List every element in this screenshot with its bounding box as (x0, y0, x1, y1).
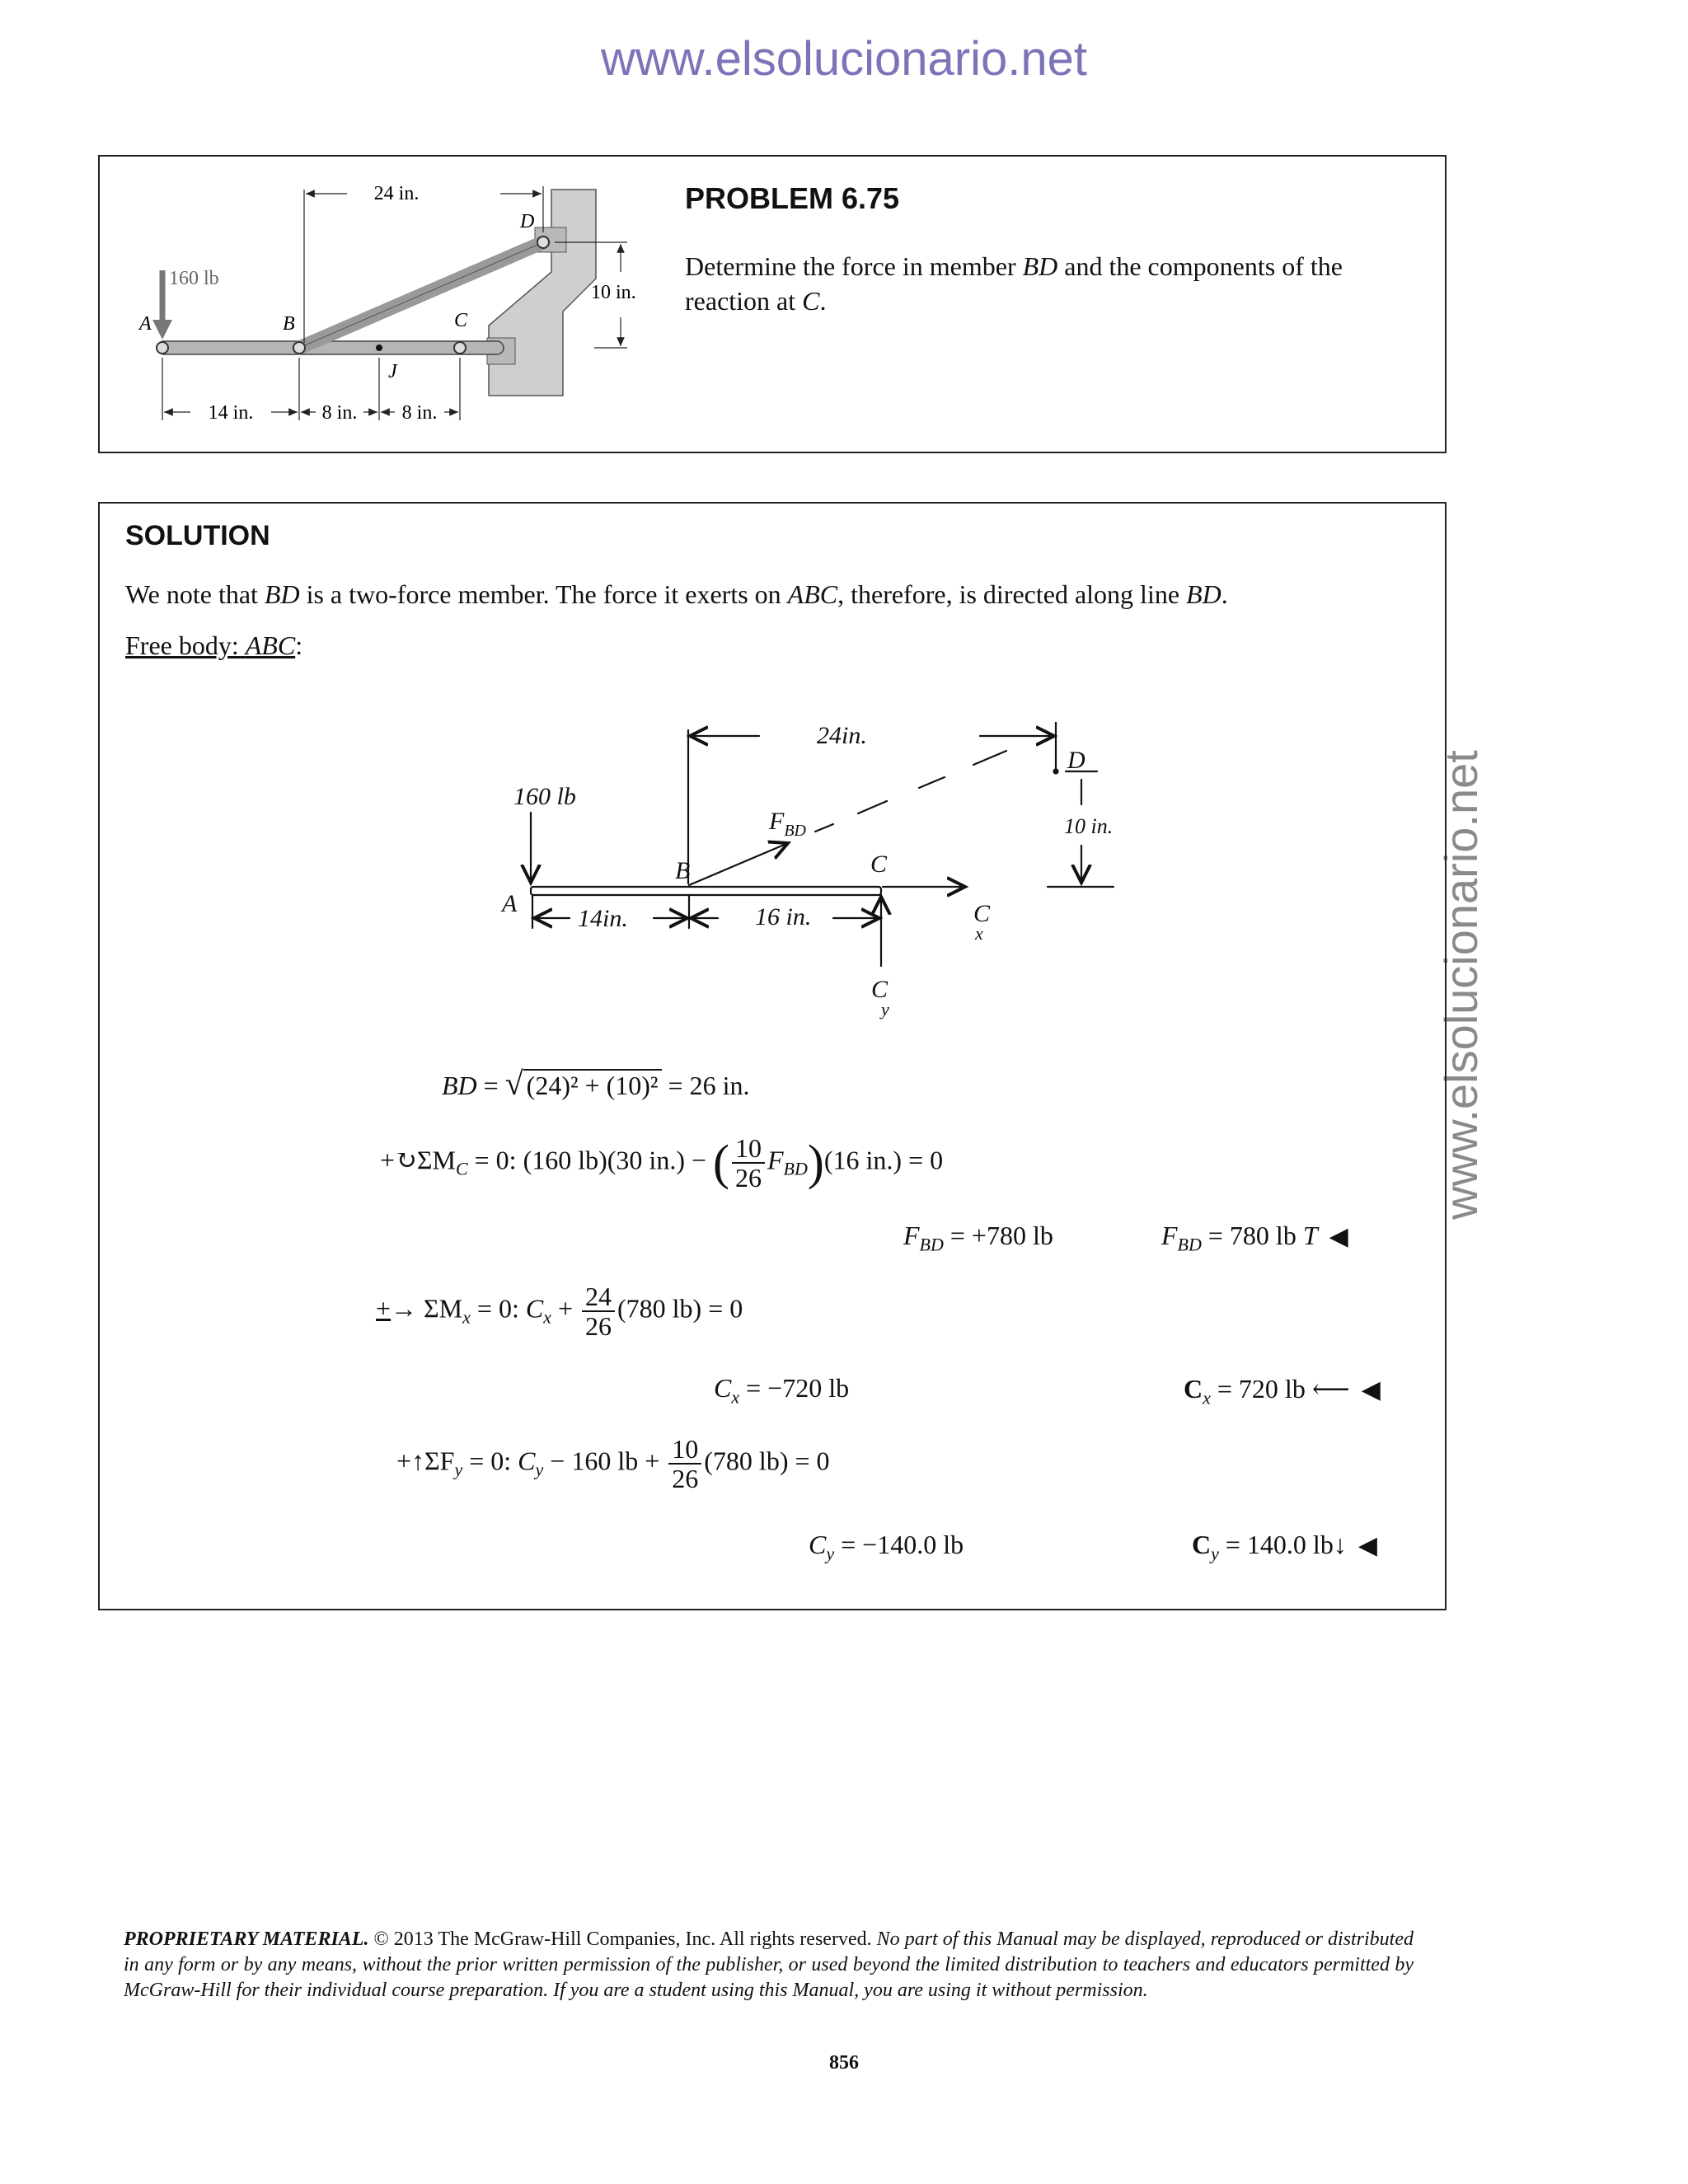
pin-d (537, 237, 549, 248)
footer-copyright: PROPRIETARY MATERIAL. © 2013 The McGraw-Hill Companies, Inc. All rights reserved. No part of this Manual may be displayed, reproduced or distributed in any form or by any means, without the prior written permission of the publisher, or used beyond the limited distribution to teachers and educators permitted by McGraw-Hill for their individual course preparation. If you are a student using this Manual, you are using it without permission. (124, 1929, 1414, 2001)
dim-right-label: 10 in. (591, 282, 636, 303)
sketch-force-arrow (689, 843, 788, 885)
left-arrow-icon: ⟵ (1311, 1374, 1350, 1404)
dim-c-label: 8 in. (401, 402, 438, 424)
sketch-label-a: A (502, 890, 518, 917)
sketch-cx-label: C x (973, 900, 991, 944)
sketch-beam (531, 887, 881, 895)
solution-intro: We note that BD is a two-force member. The force it exerts on ABC, therefore, is directed along line BD. (125, 579, 1228, 609)
sketch-load-label: 160 lb (513, 783, 576, 810)
sketch-label-b: B (675, 857, 691, 884)
answer-cy: $C_y = 140.0$ lb↓ ◀ (1192, 1530, 1377, 1564)
equation-bd: BD = √ (24)² + (10)² = 26 in. (442, 1065, 750, 1102)
equation-sum-fy: $+↑\Sigma F_y = 0$: $C_y - 160$ lb + $\frac{10}{26}$ (780 lb) = 0 (396, 1434, 830, 1493)
free-body-sketch (471, 722, 1130, 1052)
equation-sum-mx: +→ $\Sigma M_x = 0$: $C_x$ + $\frac{24}{26}$ (780 lb) = 0 (376, 1282, 743, 1341)
problem-figure (100, 157, 668, 445)
load-label: 160 lb (169, 268, 219, 289)
point-j (376, 344, 382, 351)
dim-top-label: 24 in. (373, 183, 420, 204)
label-d: D (520, 211, 535, 232)
free-body-label: Free body: ABC: (125, 630, 303, 660)
sketch-dim-left: 14in. (578, 905, 628, 932)
page-number: 856 (829, 2052, 859, 2074)
problem-title: PROBLEM 6.75 (685, 181, 900, 215)
watermark-side: www.elsolucionario.net (1435, 750, 1487, 1220)
equation-sum-mc: $+↻\Sigma M_C = 0$: (160 lb)(30 in.) − ( $\frac{10}{26}$ $F_{BD})(16$ in.) = 0 (380, 1133, 944, 1193)
label-b: B (283, 313, 295, 335)
sketch-dim-top: 24in. (817, 722, 867, 749)
label-j: J (388, 361, 397, 382)
dim-a-label: 14 in. (208, 402, 254, 424)
problem-box (98, 155, 1447, 453)
sketch-dim-right: 10 in. (1064, 814, 1114, 838)
problem-text: Determine the force in member BD and the components of the reaction at C. (685, 251, 1343, 316)
label-a: A (139, 313, 152, 335)
answer-marker: ◀ (1357, 1532, 1377, 1559)
solution-title: SOLUTION (125, 520, 270, 551)
answer-marker: ◀ (1361, 1376, 1381, 1404)
pin-a (157, 342, 168, 354)
down-arrow-icon: ↓ (1333, 1530, 1347, 1559)
watermark-top: www.elsolucionario.net (601, 32, 1087, 86)
sketch-force-label: $F_{BD}$ (769, 808, 806, 840)
answer-marker: ◀ (1329, 1223, 1348, 1250)
sketch-label-d: D (1067, 747, 1085, 774)
dim-b-label: 8 in. (321, 402, 358, 424)
result-fbd: $F_{BD} = +780$ lb (903, 1221, 1053, 1255)
result-cy: $C_y = -140.0$ lb (809, 1530, 964, 1564)
answer-cx: $C_x = 720$ lb ⟵ ◀ (1184, 1374, 1381, 1408)
pin-c (454, 342, 466, 354)
sketch-cy-label: C y (871, 976, 889, 1019)
member-abc (157, 341, 504, 354)
solution-box (98, 502, 1447, 1610)
sketch-dim-mid: 16 in. (755, 903, 812, 930)
result-cx: $C_x = -720$ lb (714, 1373, 850, 1408)
answer-fbd: $F_{BD} = 780$ lb T ◀ (1161, 1221, 1348, 1255)
sketch-label-c: C (870, 851, 888, 878)
pin-b (293, 342, 305, 354)
label-c: C (454, 310, 468, 331)
